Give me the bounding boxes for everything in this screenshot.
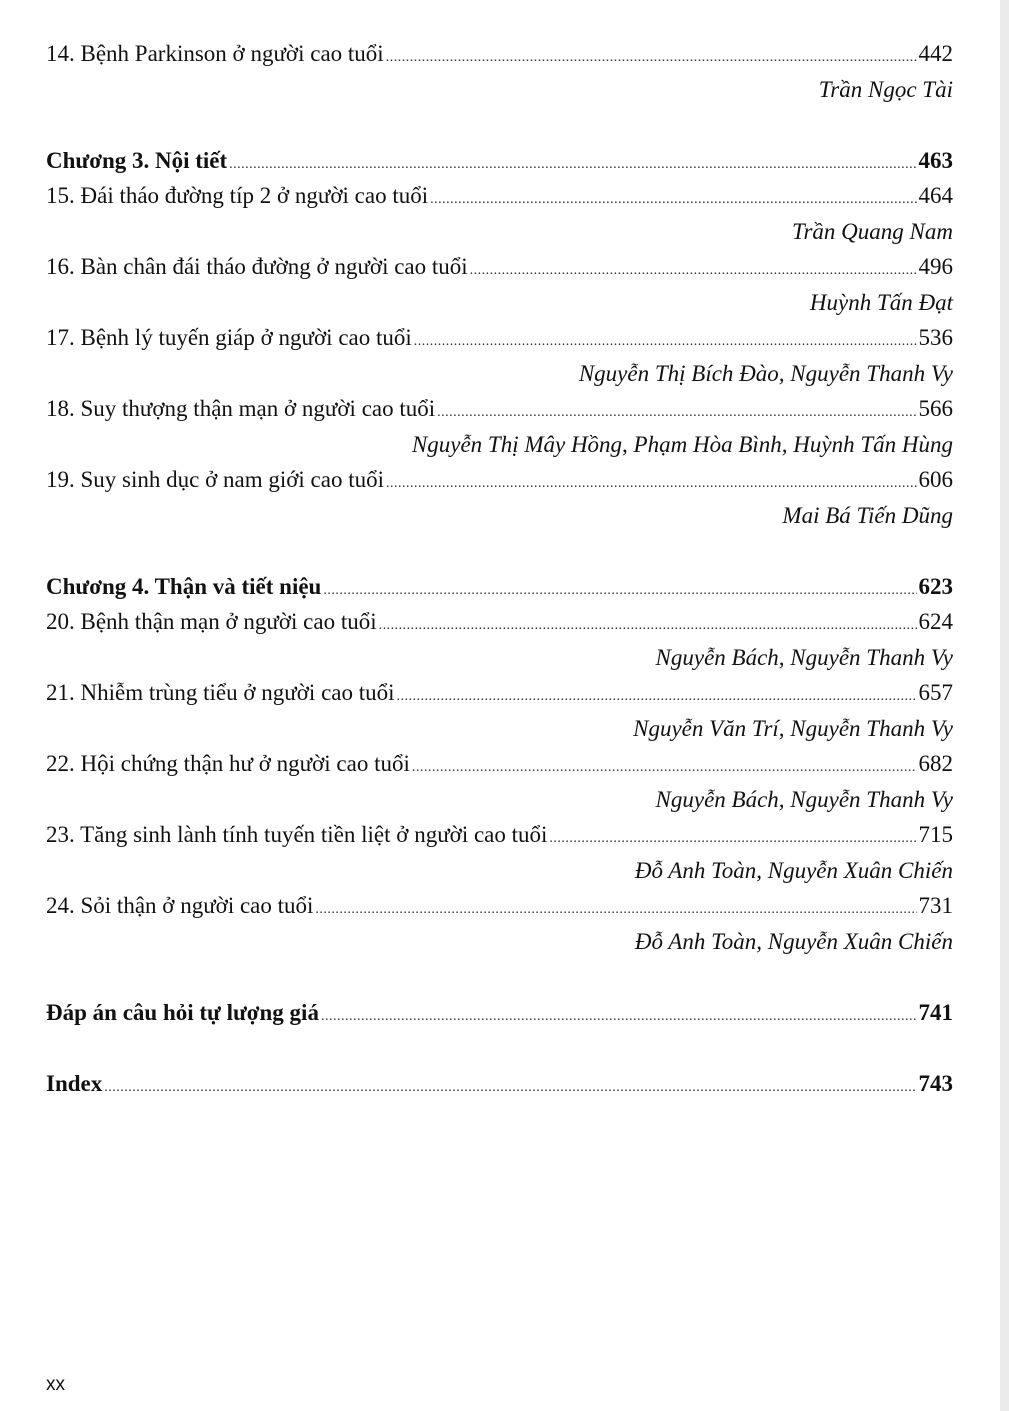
- dot-leader: [321, 999, 917, 1035]
- dot-leader: [414, 324, 917, 360]
- chapter-title: Chương 4. Thận và tiết niệu: [46, 573, 322, 599]
- page-number: 741: [918, 999, 953, 1025]
- page-number: 731: [918, 893, 953, 918]
- entry-author: Trần Ngọc Tài: [818, 76, 953, 102]
- page-number: 536: [918, 325, 953, 350]
- toc-entry-17[interactable]: [46, 320, 953, 356]
- page-number: 496: [918, 254, 953, 279]
- toc-entry-21[interactable]: [46, 675, 953, 711]
- section-spacer: [46, 107, 953, 143]
- entry-author: Trần Quang Nam: [791, 218, 953, 244]
- section-spacer: [46, 959, 953, 995]
- chapter-title: Chương 3. Nội tiết: [46, 147, 228, 173]
- page-number: 715: [918, 822, 953, 847]
- dot-leader: [379, 608, 917, 644]
- entry-title: 19. Suy sinh dục ở nam giới cao tuổi: [46, 467, 384, 492]
- toc-entry-20[interactable]: [46, 604, 953, 640]
- dot-leader: [412, 750, 917, 786]
- page-number: 682: [918, 751, 953, 776]
- chapter-title: Index: [46, 1070, 103, 1096]
- entry-title: 16. Bàn chân đái tháo đường ở người cao tuổi: [46, 254, 468, 279]
- entry-author: Nguyễn Văn Trí, Nguyễn Thanh Vy: [633, 715, 953, 741]
- entry-title: 23. Tăng sinh lành tính tuyến tiền liệt ở người cao tuổi: [46, 822, 548, 847]
- page-number: 623: [918, 573, 953, 599]
- toc-entry-19[interactable]: [46, 462, 953, 498]
- page-number: 743: [918, 1070, 953, 1096]
- toc-entry-16[interactable]: [46, 249, 953, 285]
- page-number: 464: [918, 183, 953, 208]
- page-number: 566: [918, 396, 953, 421]
- dot-leader: [397, 679, 917, 715]
- section-spacer: [46, 1030, 953, 1066]
- entry-author: Nguyễn Thị Mây Hồng, Phạm Hòa Bình, Huỳnh Tấn Hùng: [411, 431, 953, 457]
- toc-entry-18[interactable]: [46, 391, 953, 427]
- toc-chapter-4[interactable]: [46, 569, 953, 605]
- entry-title: 22. Hội chứng thận hư ở người cao tuổi: [46, 751, 410, 776]
- entry-title: 18. Suy thượng thận mạn ở người cao tuổi: [46, 396, 436, 421]
- chapter-title: Đáp án câu hỏi tự lượng giá: [46, 999, 319, 1025]
- dot-leader: [430, 182, 916, 218]
- entry-title: 17. Bệnh lý tuyến giáp ở người cao tuổi: [46, 325, 412, 350]
- entry-title: 20. Bệnh thận mạn ở người cao tuổi: [46, 609, 377, 634]
- entry-title: 21. Nhiễm trùng tiểu ở người cao tuổi: [46, 680, 395, 705]
- toc-entry-15[interactable]: [46, 178, 953, 214]
- dot-leader: [470, 253, 917, 289]
- toc-entry-22[interactable]: [46, 746, 953, 782]
- page-number: 442: [918, 41, 953, 66]
- dot-leader: [437, 395, 916, 431]
- dot-leader: [104, 1070, 916, 1106]
- dot-leader: [229, 147, 916, 183]
- entry-title: 15. Đái tháo đường típ 2 ở người cao tuổi: [46, 183, 429, 208]
- entry-author: Nguyễn Bách, Nguyễn Thanh Vy: [655, 644, 953, 670]
- page-number: 463: [918, 147, 953, 173]
- section-spacer: [46, 533, 953, 569]
- toc-entry-23[interactable]: [46, 817, 953, 853]
- page-number: 657: [918, 680, 953, 705]
- entry-author: Đỗ Anh Toàn, Nguyễn Xuân Chiến: [634, 857, 953, 883]
- dot-leader: [549, 821, 916, 857]
- dot-leader: [386, 466, 917, 502]
- entry-author: Nguyễn Bách, Nguyễn Thanh Vy: [655, 786, 953, 812]
- entry-author: Huỳnh Tấn Đạt: [809, 289, 953, 315]
- page-folio: xx: [46, 1374, 65, 1395]
- dot-leader: [386, 40, 917, 76]
- toc-answers[interactable]: [46, 995, 953, 1031]
- table-of-contents: [46, 36, 953, 1101]
- entry-title: 14. Bệnh Parkinson ở người cao tuổi: [46, 41, 384, 66]
- entry-author: Mai Bá Tiến Dũng: [782, 502, 953, 528]
- toc-chapter-3[interactable]: [46, 143, 953, 179]
- entry-title: 24. Sỏi thận ở người cao tuổi: [46, 893, 314, 918]
- toc-entry-14[interactable]: [46, 36, 953, 72]
- dot-leader: [315, 892, 916, 928]
- page-number: 624: [918, 609, 953, 634]
- entry-author: Đỗ Anh Toàn, Nguyễn Xuân Chiến: [634, 928, 953, 954]
- toc-index[interactable]: [46, 1066, 953, 1102]
- toc-entry-24[interactable]: [46, 888, 953, 924]
- dot-leader: [323, 573, 916, 609]
- entry-author: Nguyễn Thị Bích Đào, Nguyễn Thanh Vy: [578, 360, 953, 386]
- page-number: 606: [918, 467, 953, 492]
